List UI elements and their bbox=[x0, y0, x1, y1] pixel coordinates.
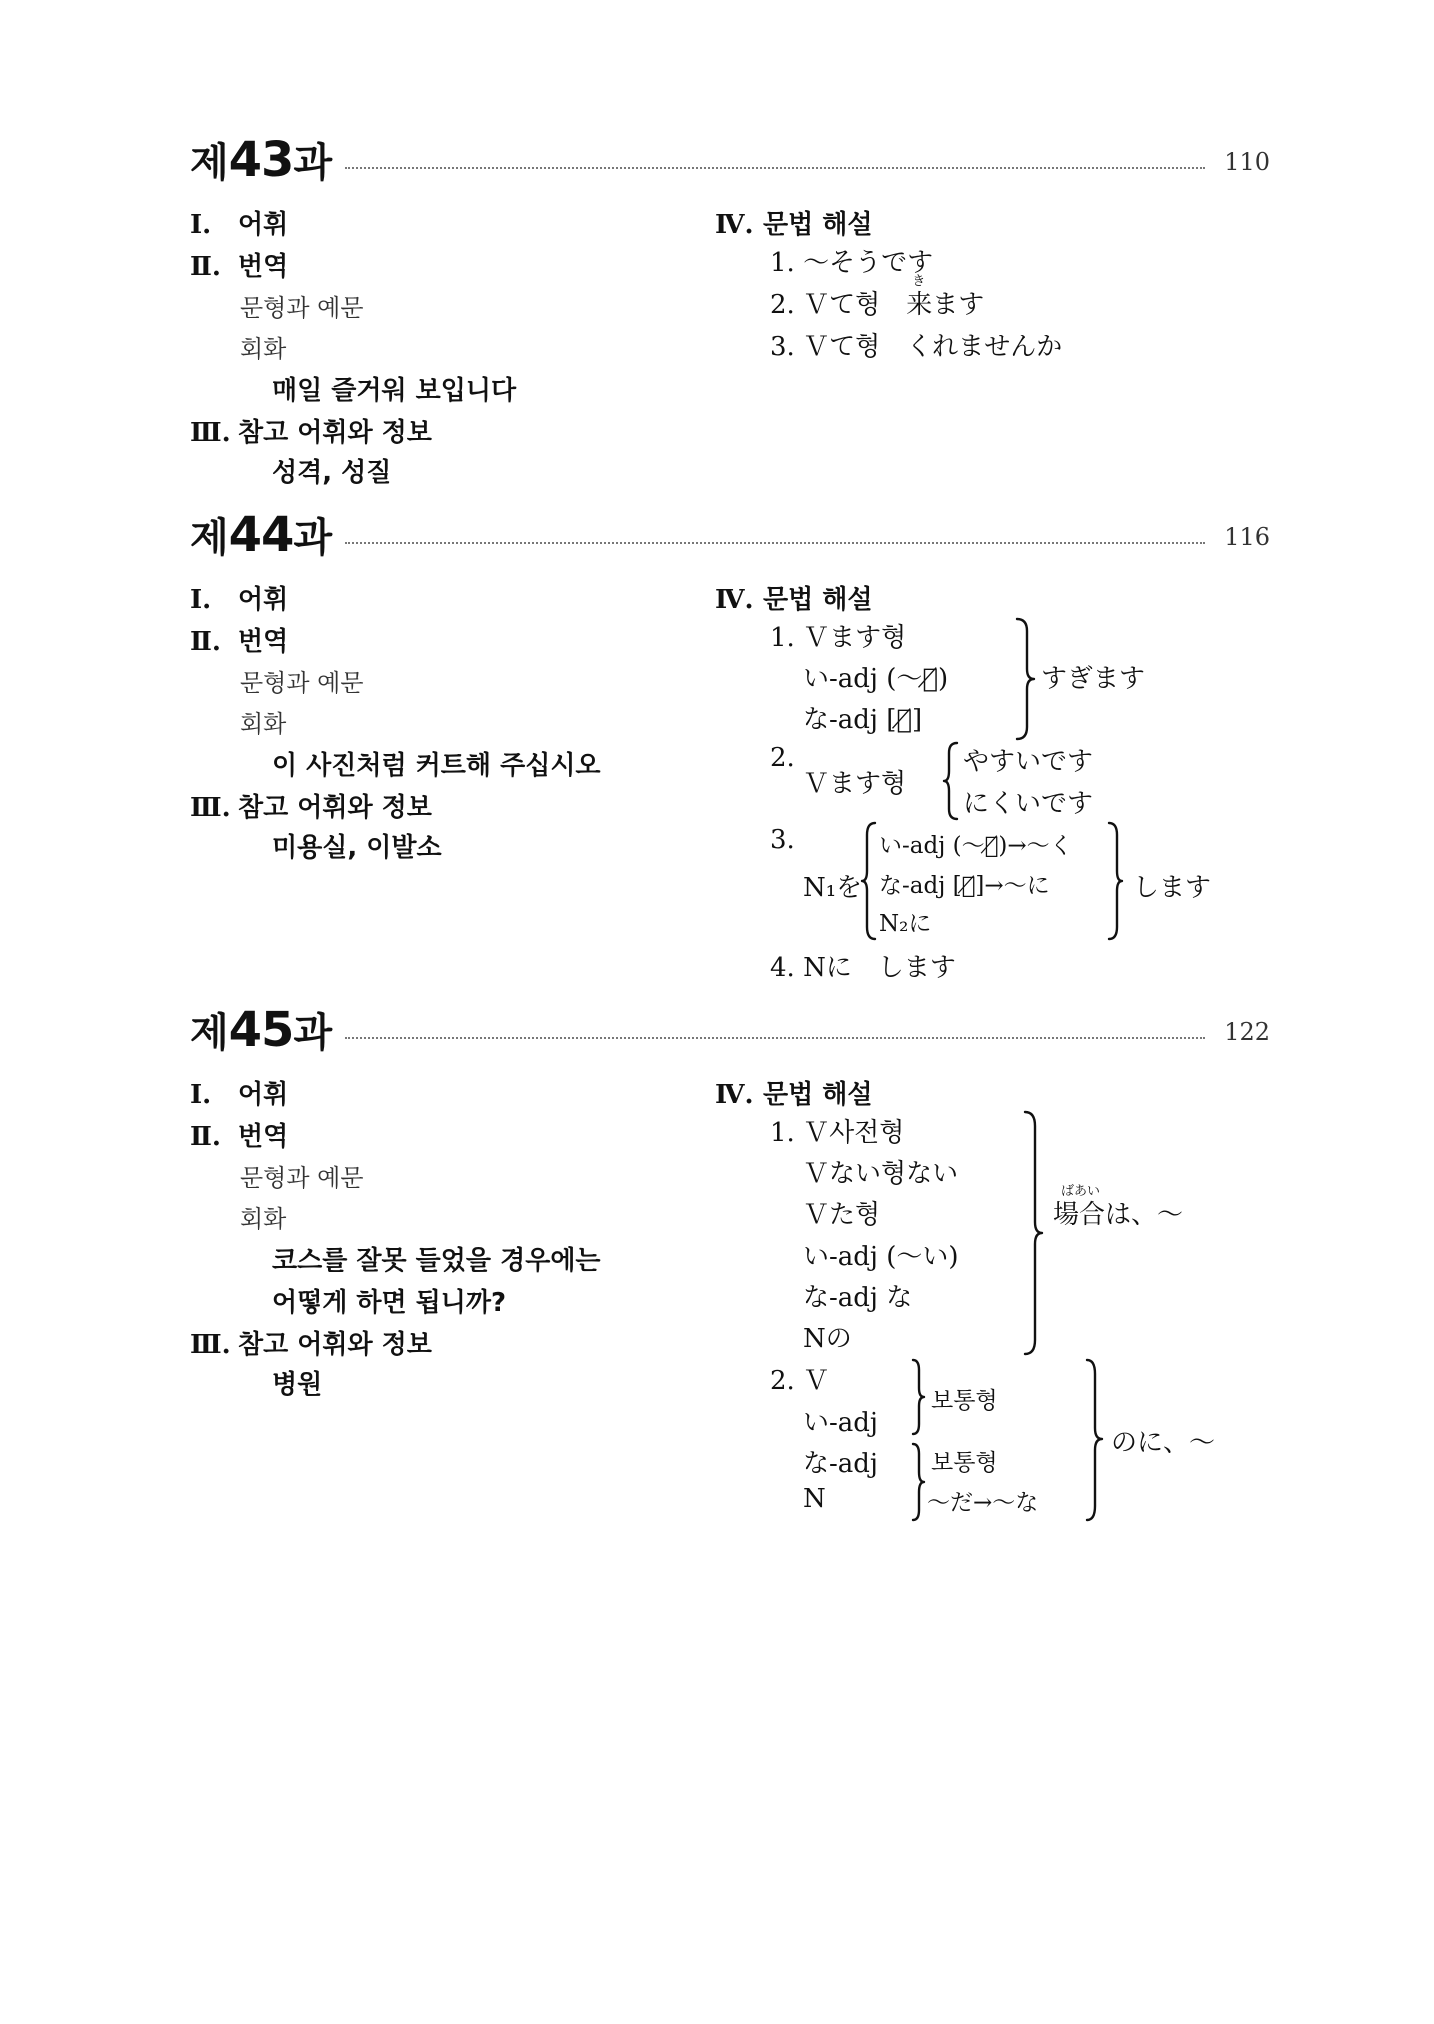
grammar-2-line-2: い-adj bbox=[803, 1408, 878, 1438]
lesson-number: 44 bbox=[228, 507, 294, 563]
grammar-1-line-2: Ｖない형ない bbox=[803, 1159, 959, 1189]
grammar-1-line-2: い-adj (～い̸) bbox=[803, 664, 949, 694]
reference-topic: 성격, 성질 bbox=[272, 458, 392, 488]
section-reference: Ⅲ. 참고 어휘와 정보 bbox=[190, 793, 432, 823]
section-translation: Ⅱ. 번역 bbox=[190, 252, 289, 282]
lesson-43 bbox=[190, 130, 1270, 490]
grammar-item-1: 1. ～そうです bbox=[770, 248, 934, 278]
section-grammar: Ⅳ. 문법 해설 bbox=[715, 585, 873, 615]
grammar-2-number: 2. bbox=[770, 743, 795, 773]
grammar-1-result: すぎます bbox=[1041, 664, 1146, 694]
section-vocabulary: Ⅰ. 어휘 bbox=[190, 210, 289, 240]
lesson-title: 제43과 bbox=[190, 132, 333, 188]
conversation-title-line-1: 코스를 잘못 들었을 경우에는 bbox=[272, 1246, 601, 1276]
grammar-3-option-3: N₂に bbox=[879, 911, 932, 937]
grammar-1-line-4: い-adj (～い) bbox=[803, 1242, 959, 1272]
grammar-1-line-1: 1. Ｖ사전형 bbox=[770, 1118, 905, 1148]
leader-dots bbox=[345, 1037, 1205, 1039]
lesson-45 bbox=[190, 1000, 1270, 1520]
reference-topic: 미용실, 이발소 bbox=[272, 833, 442, 863]
grammar-2-form-2: 보통형 bbox=[931, 1450, 998, 1476]
grammar-1-line-3: Ｖた형 bbox=[803, 1200, 881, 1230]
right-brace bbox=[1085, 1358, 1103, 1522]
right-column bbox=[715, 1060, 1270, 1520]
grammar-1-line-5: な-adj な bbox=[803, 1283, 913, 1313]
section-grammar: Ⅳ. 문법 해설 bbox=[715, 210, 873, 240]
grammar-3-option-2: な-adj [な̸]→～に bbox=[879, 873, 1050, 899]
grammar-2-line-4: N bbox=[803, 1484, 826, 1514]
lesson-number: 43 bbox=[228, 132, 294, 188]
lesson-title: 제44과 bbox=[190, 507, 333, 563]
grammar-2-form-1: 보통형 bbox=[931, 1388, 998, 1414]
right-brace bbox=[911, 1358, 925, 1436]
grammar-1-result: ばあい 場合は、～ bbox=[1053, 1194, 1183, 1231]
lesson-header bbox=[190, 130, 1270, 190]
right-column bbox=[715, 190, 1270, 490]
grammar-4: 4. Nに します bbox=[770, 953, 956, 983]
grammar-2-line-1: 2. Ｖ bbox=[770, 1366, 830, 1396]
section-translation: Ⅱ. 번역 bbox=[190, 1122, 289, 1152]
grammar-1-line-6: Nの bbox=[803, 1324, 852, 1354]
page-number: 110 bbox=[1224, 148, 1270, 176]
section-vocabulary: Ⅰ. 어휘 bbox=[190, 1080, 289, 1110]
section-reference: Ⅲ. 참고 어휘와 정보 bbox=[190, 418, 432, 448]
grammar-1-line-3: な-adj [な̸] bbox=[803, 705, 923, 735]
left-column bbox=[190, 565, 690, 875]
left-brace bbox=[943, 741, 959, 821]
conversation-title-line-2: 어떻게 하면 됩니까? bbox=[272, 1288, 507, 1318]
conversation-label: 회화 bbox=[240, 335, 287, 363]
right-brace bbox=[1107, 821, 1123, 941]
lesson-header bbox=[190, 505, 1270, 565]
grammar-3-base: N₁を bbox=[803, 873, 863, 903]
right-brace bbox=[1015, 617, 1035, 741]
page-number: 116 bbox=[1224, 523, 1270, 551]
grammar-3-number: 3. bbox=[770, 825, 795, 855]
conversation-label: 회화 bbox=[240, 710, 287, 738]
grammar-2-line-3: な-adj bbox=[803, 1449, 878, 1479]
grammar-item-3: 3. Ｖて형 くれませんか bbox=[770, 332, 1063, 362]
left-column bbox=[190, 190, 690, 500]
grammar-item-2: 2. Ｖて형 き 来ます bbox=[770, 284, 984, 321]
grammar-3-option-1: い-adj (～い̸)→～く bbox=[879, 833, 1073, 859]
conversation-title: 매일 즐거워 보입니다 bbox=[272, 376, 517, 406]
grammar-2-result: のに、～ bbox=[1111, 1428, 1216, 1458]
grammar-2-option-1: やすいです bbox=[963, 747, 1094, 777]
furigana: き bbox=[912, 274, 926, 289]
leader-dots bbox=[345, 167, 1205, 169]
left-brace bbox=[861, 821, 877, 941]
left-column bbox=[190, 1060, 690, 1410]
lesson-header bbox=[190, 1000, 1270, 1060]
page-number: 122 bbox=[1224, 1018, 1270, 1046]
grammar-2-option-2: にくいです bbox=[963, 789, 1094, 819]
section-reference: Ⅲ. 참고 어휘와 정보 bbox=[190, 1330, 432, 1360]
section-vocabulary: Ⅰ. 어휘 bbox=[190, 585, 289, 615]
grammar-1-line-1: 1. Ｖます형 bbox=[770, 623, 907, 653]
leader-dots bbox=[345, 542, 1205, 544]
lesson-number: 45 bbox=[228, 1002, 294, 1058]
lesson-44 bbox=[190, 505, 1270, 985]
section-translation: Ⅱ. 번역 bbox=[190, 627, 289, 657]
grammar-2-base: Ｖます형 bbox=[803, 769, 907, 799]
conversation-title: 이 사진처럼 커트해 주십시오 bbox=[272, 751, 601, 781]
lesson-title: 제45과 bbox=[190, 1002, 333, 1058]
furigana: ばあい bbox=[1061, 1184, 1101, 1199]
patterns-label: 문형과 예문 bbox=[240, 669, 364, 697]
patterns-label: 문형과 예문 bbox=[240, 1164, 364, 1192]
right-brace bbox=[1023, 1110, 1043, 1356]
grammar-2-form-2b: ～だ→～な bbox=[927, 1490, 1039, 1516]
grammar-3-result: します bbox=[1133, 873, 1212, 903]
patterns-label: 문형과 예문 bbox=[240, 294, 364, 322]
section-grammar: Ⅳ. 문법 해설 bbox=[715, 1080, 873, 1110]
conversation-label: 회화 bbox=[240, 1205, 287, 1233]
reference-topic: 병원 bbox=[272, 1370, 323, 1400]
right-column bbox=[715, 565, 1270, 985]
right-brace bbox=[911, 1442, 925, 1522]
